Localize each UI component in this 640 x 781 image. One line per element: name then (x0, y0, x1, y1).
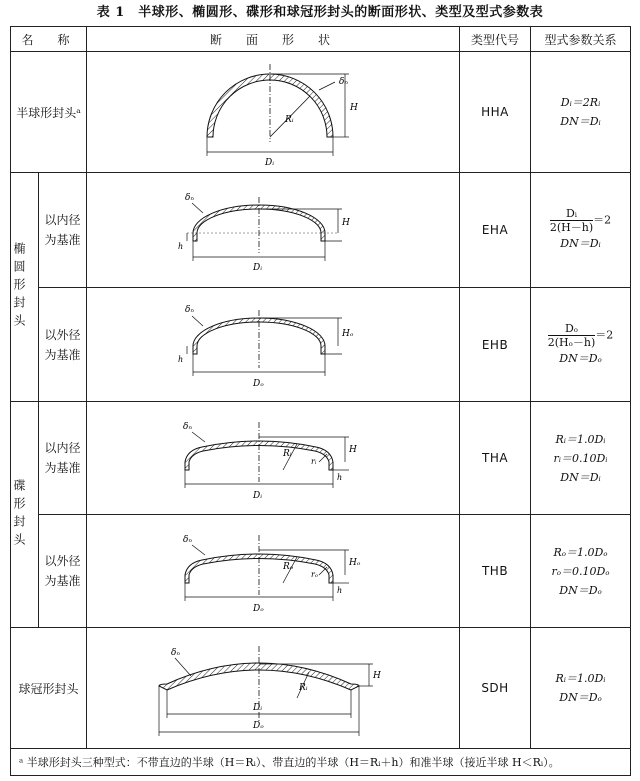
label-delta: δₙ (185, 193, 195, 203)
sub-thb-line2: 为基准 (44, 574, 81, 588)
row-hha (11, 52, 631, 173)
label-r: rᵢ (311, 457, 317, 466)
frac-num: Dᵢ (550, 207, 593, 221)
sub-tha-line1: 以内径 (44, 441, 81, 455)
label-hh: h (337, 473, 343, 482)
name-sdh: 球冠形封头 (11, 628, 87, 749)
param-tha-1: Rᵢ＝1.0Dᵢ (555, 432, 606, 446)
param-sdh-1: Rᵢ＝1.0Dᵢ (555, 672, 606, 685)
frac-eq: ＝2 (595, 328, 614, 341)
code-sdh: SDH (460, 628, 531, 749)
code-tha: THA (460, 402, 531, 515)
sub-eha-line2: 为基准 (44, 233, 81, 247)
label-delta: δₙ (185, 305, 195, 315)
row-eha (11, 173, 631, 288)
table-title: 表 1 半球形、椭圆形、碟形和球冠形封头的断面形状、类型及型式参数表 (96, 5, 544, 20)
label-delta: δₙ (171, 648, 181, 658)
param-tha-3: DN＝Dᵢ (560, 470, 601, 484)
frac-num: Dₒ (548, 322, 596, 336)
header-params: 型式参数关系 (531, 27, 631, 52)
sub-ehb-line1: 以外径 (44, 327, 81, 342)
params-thb (531, 515, 631, 628)
sub-thb-line1: 以外径 (44, 554, 81, 568)
header-section: 断 面 形 状 (87, 27, 460, 52)
group-ellip-label: 椭圆形封头 (12, 242, 26, 332)
params-eha (531, 173, 631, 288)
param-thb-1: Rₒ＝1.0Dₒ (553, 545, 608, 559)
diagram-sdh (87, 628, 460, 749)
footnote: ᵃ 半球形封头三种型式：不带直边的半球（H＝Rᵢ）、带直边的半球（H＝Rᵢ＋h）和准半球（接近半球 H＜Rᵢ）。 (11, 749, 631, 776)
group-ellip (11, 173, 39, 402)
code-eha: EHA (460, 173, 531, 288)
label-di: Dᵢ (253, 703, 263, 713)
code-hha: HHA (460, 52, 531, 173)
diagram-eha (87, 173, 460, 288)
sub-eha (39, 173, 87, 288)
label-h: Hₒ (342, 329, 354, 339)
label-d: Dᵢ (253, 491, 263, 501)
label-h: Hₒ (349, 558, 361, 568)
diagram-tha (87, 402, 460, 515)
label-r: rₒ (311, 570, 318, 579)
label-d: Dₒ (253, 604, 264, 614)
param-eha-2: DN＝Dᵢ (560, 237, 601, 250)
code-thb: THB (460, 515, 531, 628)
label-R: Rᵢ (283, 449, 292, 459)
label-hh: h (178, 355, 184, 364)
row-tha (11, 402, 631, 515)
label-hh: h (337, 586, 343, 595)
params-hha (531, 52, 631, 173)
header-row (11, 27, 631, 52)
header-type-code: 类型代号 (460, 27, 531, 52)
param-ehb-2: DN＝Dₒ (559, 351, 602, 365)
frac-den: 2(Hₒ－h) (547, 335, 596, 349)
params-ehb (531, 288, 631, 402)
row-thb (11, 515, 631, 628)
label-R: Rᵢ (299, 683, 308, 693)
label-h: H (350, 103, 358, 113)
param-thb-3: DN＝Dₒ (559, 583, 602, 597)
params-sdh (531, 628, 631, 749)
param-tha-2: rᵢ＝0.10Dᵢ (553, 451, 608, 465)
label-hh: h (178, 242, 184, 251)
label-delta: δₙ (183, 422, 193, 432)
diagram-ehb (87, 288, 460, 402)
row-sdh (11, 628, 631, 749)
code-ehb: EHB (460, 288, 531, 402)
group-dish (11, 402, 39, 628)
row-ehb (11, 288, 631, 402)
label-delta: δₙ (339, 77, 349, 87)
name-hha: 半球形封头ᵃ (11, 52, 87, 173)
sub-thb (39, 515, 87, 628)
head-types-table (10, 26, 631, 776)
label-do: Dₒ (253, 721, 264, 731)
param-hha-2: DN＝Dᵢ (560, 115, 601, 128)
label-R: Rₒ (283, 562, 294, 572)
header-name: 名 称 (11, 27, 87, 52)
label-h: H (342, 218, 350, 228)
param-hha-1: Dᵢ＝2Rᵢ (560, 96, 601, 109)
params-tha (531, 402, 631, 515)
sub-ehb (39, 288, 87, 402)
label-d: Dₒ (253, 379, 264, 389)
label-d: Dᵢ (265, 158, 275, 168)
sub-tha (39, 402, 87, 515)
frac-eq: ＝2 (593, 213, 612, 227)
label-d: Dᵢ (253, 263, 263, 273)
frac-den: 2(H－h) (549, 221, 594, 234)
sub-ehb-line2: 为基准 (44, 347, 81, 362)
label-delta: δₙ (183, 535, 193, 545)
group-dish-label: 碟形封头 (12, 478, 26, 551)
label-h: H (349, 445, 357, 455)
sub-eha-line1: 以内径 (44, 213, 81, 227)
param-sdh-2: DN＝Dₒ (559, 691, 602, 704)
footnote-row (11, 749, 631, 776)
label-h: H (373, 671, 381, 681)
param-thb-2: rₒ＝0.10Dₒ (551, 564, 610, 578)
sub-tha-line2: 为基准 (44, 461, 81, 475)
label-r: Rᵢ (285, 115, 294, 125)
diagram-thb (87, 515, 460, 628)
diagram-hha (87, 52, 460, 173)
